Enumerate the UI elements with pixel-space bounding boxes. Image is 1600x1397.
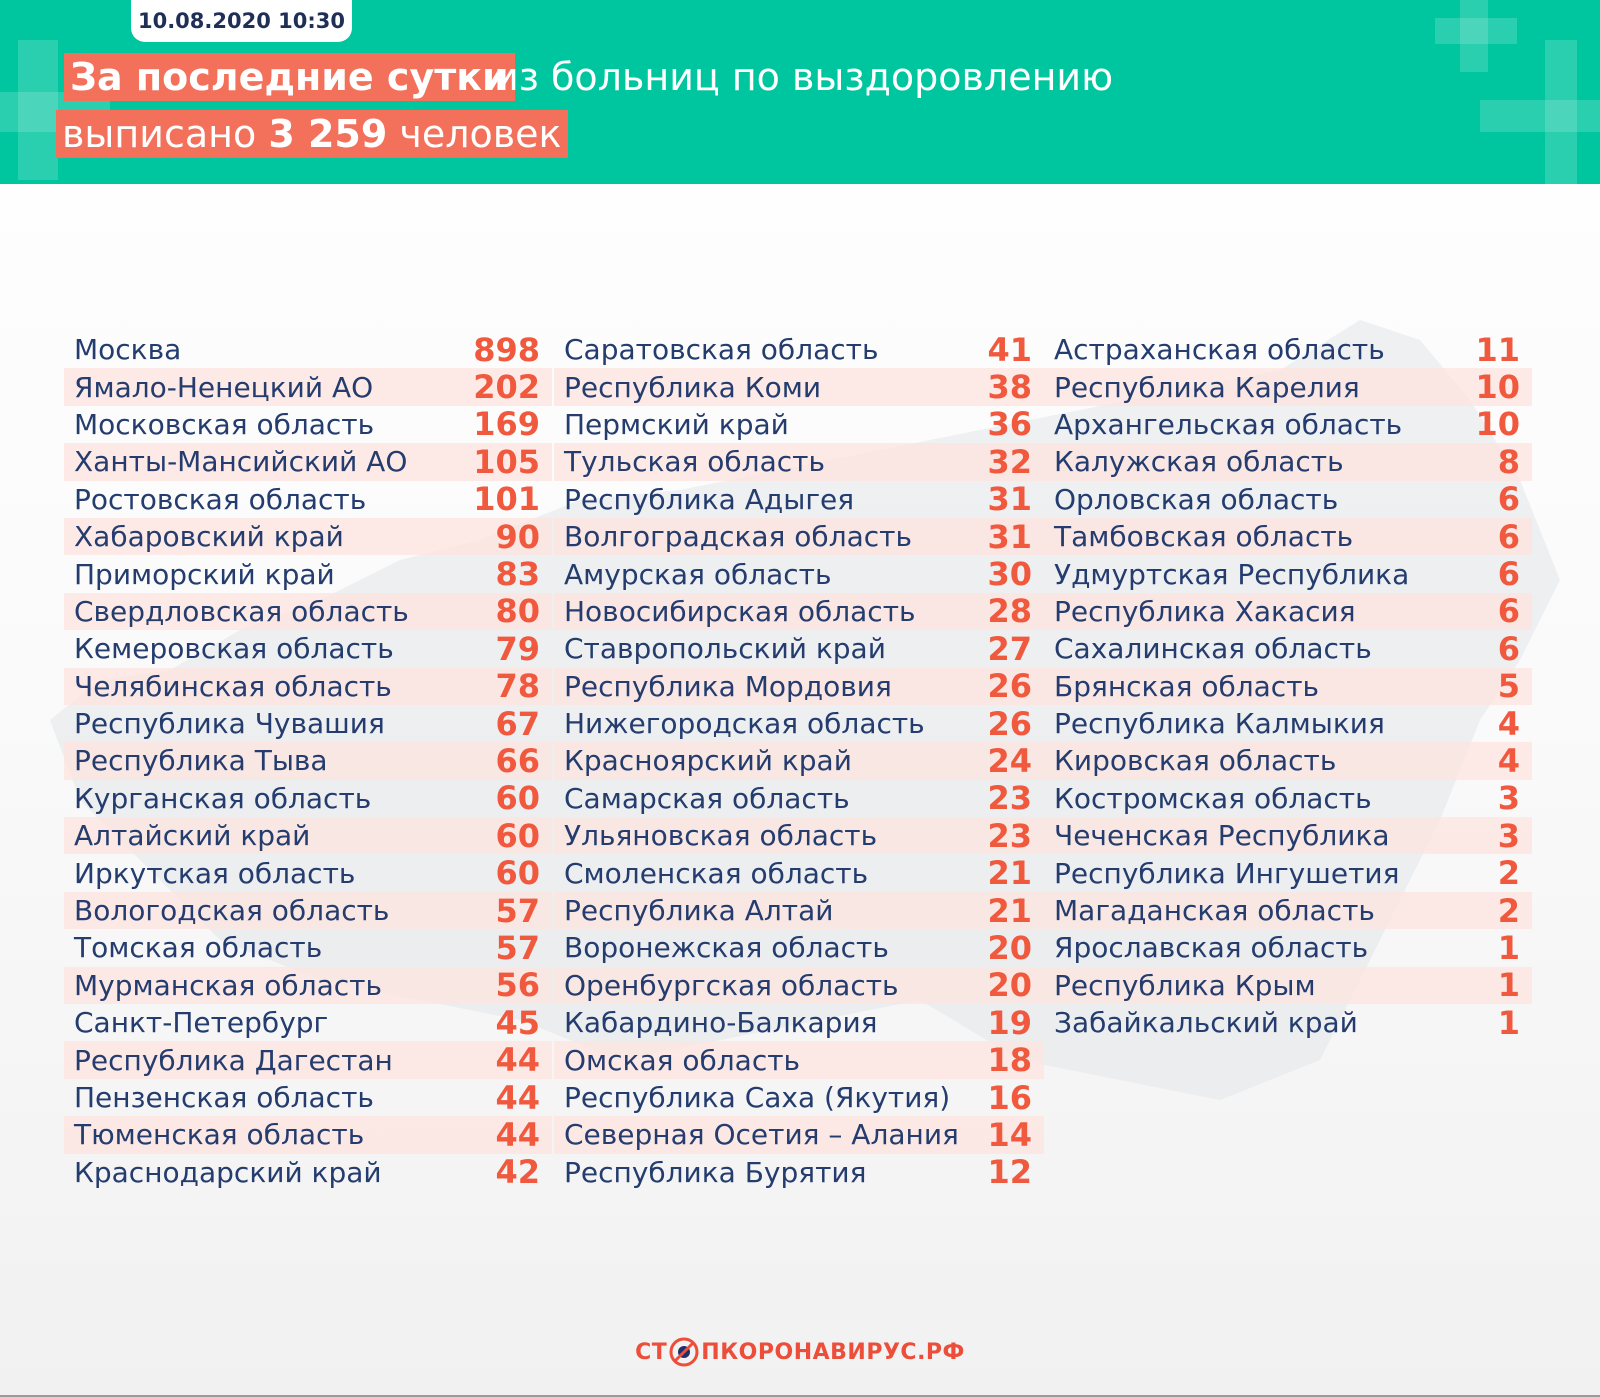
region-column-1 — [64, 331, 552, 1191]
region-row — [554, 518, 1044, 555]
region-name: Пермский край — [564, 407, 789, 441]
region-name: Чеченская Республика — [1054, 819, 1390, 853]
region-value: 18 — [987, 1041, 1032, 1080]
region-name: Сахалинская область — [1054, 632, 1372, 666]
region-value: 3 — [1497, 816, 1520, 855]
region-row — [1044, 892, 1532, 929]
region-value: 60 — [495, 816, 540, 855]
region-name: Республика Чувашия — [74, 707, 385, 741]
region-row — [64, 368, 552, 405]
region-value: 83 — [495, 555, 540, 594]
headline-highlight-text: За последние сутки — [70, 55, 509, 99]
region-value: 3 — [1497, 779, 1520, 818]
region-value: 24 — [987, 742, 1032, 780]
region-row — [1044, 555, 1532, 592]
region-value: 31 — [987, 480, 1032, 519]
region-name: Самарская область — [564, 781, 850, 815]
region-name: Республика Тыва — [74, 744, 328, 778]
region-row — [554, 705, 1044, 742]
total-prefix: выписано — [62, 112, 257, 156]
region-value: 60 — [495, 854, 540, 893]
region-value: 38 — [987, 368, 1032, 407]
region-value: 5 — [1497, 667, 1520, 706]
region-value: 27 — [987, 629, 1032, 668]
region-value: 67 — [495, 704, 540, 743]
region-name: Вологодская область — [74, 894, 390, 928]
region-value: 41 — [987, 330, 1032, 369]
region-name: Астраханская область — [1054, 333, 1385, 367]
region-row — [1044, 593, 1532, 630]
region-name: Республика Ингушетия — [1054, 856, 1400, 890]
region-name: Удмуртская Республика — [1054, 557, 1410, 591]
region-value: 1 — [1497, 928, 1520, 967]
region-value: 23 — [987, 779, 1032, 818]
region-row — [554, 593, 1044, 630]
region-name: Магаданская область — [1054, 894, 1375, 928]
region-row — [64, 1004, 552, 1041]
region-row — [554, 630, 1044, 667]
region-column-2 — [554, 331, 1044, 1191]
region-value: 44 — [495, 1115, 540, 1154]
region-row — [64, 817, 552, 854]
region-name: Ульяновская область — [564, 819, 878, 853]
region-name: Свердловская область — [74, 594, 409, 628]
region-name: Приморский край — [74, 557, 335, 591]
region-row — [1044, 668, 1532, 705]
headline-rest: из больниц по выздоровлению — [494, 55, 1114, 99]
region-value: 101 — [473, 480, 540, 519]
region-name: Саратовская область — [564, 333, 879, 367]
region-value: 2 — [1497, 854, 1520, 893]
stopcoronavirus-logo[interactable] — [0, 1337, 1600, 1367]
region-value: 56 — [495, 966, 540, 1005]
region-row — [64, 705, 552, 742]
region-value: 32 — [987, 442, 1032, 481]
region-value: 80 — [495, 592, 540, 631]
region-row — [64, 406, 552, 443]
region-value: 14 — [987, 1115, 1032, 1154]
virus-stop-icon — [669, 1337, 699, 1367]
date-label: 10.08.2020 10:30 — [131, 0, 352, 42]
region-row — [1044, 780, 1532, 817]
region-value: 28 — [987, 592, 1032, 631]
region-value: 10 — [1475, 405, 1520, 444]
total-number: 3 259 — [268, 112, 388, 156]
region-row — [64, 854, 552, 891]
region-name: Москва — [74, 333, 182, 367]
region-value: 6 — [1497, 555, 1520, 594]
region-value: 57 — [495, 891, 540, 930]
region-name: Республика Коми — [564, 370, 822, 404]
region-row — [64, 593, 552, 630]
region-name: Орловская область — [1054, 482, 1339, 516]
region-value: 79 — [495, 629, 540, 668]
region-row — [1044, 705, 1532, 742]
region-name: Тамбовская область — [1054, 520, 1354, 554]
region-value: 66 — [495, 742, 540, 780]
headline-highlight — [64, 53, 515, 101]
region-row — [1044, 929, 1532, 966]
region-value: 6 — [1497, 480, 1520, 519]
region-name: Республика Крым — [1054, 968, 1316, 1002]
region-name: Тюменская область — [74, 1118, 365, 1152]
region-value: 6 — [1497, 592, 1520, 631]
region-name: Хабаровский край — [74, 520, 344, 554]
region-value: 4 — [1497, 742, 1520, 780]
plus-decoration-icon — [1480, 100, 1600, 132]
region-row — [1044, 406, 1532, 443]
region-value: 20 — [987, 928, 1032, 967]
region-name: Челябинская область — [74, 669, 392, 703]
region-name: Калужская область — [1054, 445, 1344, 479]
region-name: Кабардино-Балкария — [564, 1006, 878, 1040]
region-row — [554, 1079, 1044, 1116]
region-row — [64, 331, 552, 368]
region-value: 898 — [473, 330, 540, 369]
headline-total — [56, 110, 568, 158]
region-name: Омская область — [564, 1043, 801, 1077]
region-value: 21 — [987, 891, 1032, 930]
region-row — [1044, 331, 1532, 368]
region-value: 26 — [987, 667, 1032, 706]
region-row — [1044, 817, 1532, 854]
region-name: Республика Алтай — [564, 894, 834, 928]
region-name: Архангельская область — [1054, 407, 1403, 441]
region-name: Мурманская область — [74, 968, 382, 1002]
region-row — [554, 1041, 1044, 1078]
plus-decoration-icon — [1435, 18, 1517, 44]
region-value: 20 — [987, 966, 1032, 1005]
region-row — [64, 481, 552, 518]
region-value: 60 — [495, 779, 540, 818]
region-value: 90 — [495, 517, 540, 556]
region-value: 1 — [1497, 966, 1520, 1005]
region-value: 44 — [495, 1041, 540, 1080]
region-row — [1044, 630, 1532, 667]
region-name: Ростовская область — [74, 482, 367, 516]
region-row — [1044, 368, 1532, 405]
region-value: 2 — [1497, 891, 1520, 930]
region-name: Оренбургская область — [564, 968, 899, 1002]
region-name: Нижегородская область — [564, 707, 925, 741]
region-name: Иркутская область — [74, 856, 356, 890]
region-name: Кировская область — [1054, 744, 1337, 778]
region-value: 23 — [987, 816, 1032, 855]
region-value: 4 — [1497, 704, 1520, 743]
region-name: Республика Калмыкия — [1054, 707, 1385, 741]
region-row — [64, 967, 552, 1004]
region-row — [1044, 967, 1532, 1004]
region-name: Ярославская область — [1054, 931, 1369, 965]
region-name: Ямало-Ненецкий АО — [74, 370, 374, 404]
region-row — [554, 555, 1044, 592]
region-row — [554, 1004, 1044, 1041]
region-row — [64, 1116, 552, 1153]
region-value: 36 — [987, 405, 1032, 444]
region-name: Тульская область — [564, 445, 825, 479]
region-row — [554, 929, 1044, 966]
region-name: Республика Бурятия — [564, 1155, 867, 1189]
region-row — [554, 1154, 1044, 1191]
region-row — [1044, 443, 1532, 480]
region-row — [554, 892, 1044, 929]
logo-text-part2: ПКОРОНАВИРУС — [701, 1339, 918, 1365]
region-name: Пензенская область — [74, 1081, 374, 1114]
region-value: 11 — [1475, 330, 1520, 369]
region-row — [554, 742, 1044, 779]
region-name: Республика Мордовия — [564, 669, 892, 703]
region-row — [554, 967, 1044, 1004]
region-row — [64, 780, 552, 817]
region-row — [64, 1079, 552, 1116]
region-value: 26 — [987, 704, 1032, 743]
region-name: Кемеровская область — [74, 632, 394, 666]
logo-text-part1: СТ — [635, 1339, 668, 1365]
region-value: 105 — [473, 442, 540, 481]
region-row — [554, 1116, 1044, 1153]
region-name: Амурская область — [564, 557, 832, 591]
region-name: Костромская область — [1054, 781, 1372, 815]
region-value: 1 — [1497, 1003, 1520, 1042]
region-value: 78 — [495, 667, 540, 706]
region-name: Новосибирская область — [564, 594, 916, 628]
region-value: 202 — [473, 368, 540, 407]
region-row — [1044, 854, 1532, 891]
region-name: Северная Осетия – Алания — [564, 1118, 959, 1152]
region-value: 21 — [987, 854, 1032, 893]
region-value: 30 — [987, 555, 1032, 594]
region-value: 57 — [495, 928, 540, 967]
region-row — [1044, 481, 1532, 518]
total-suffix: человек — [399, 112, 562, 156]
region-value: 44 — [495, 1078, 540, 1117]
region-row — [554, 406, 1044, 443]
region-name: Московская область — [74, 407, 375, 441]
region-name: Ставропольский край — [564, 632, 886, 666]
region-row — [64, 929, 552, 966]
region-row — [554, 481, 1044, 518]
region-name: Брянская область — [1054, 669, 1320, 703]
region-row — [554, 443, 1044, 480]
region-name: Красноярский край — [564, 744, 852, 778]
region-row — [64, 630, 552, 667]
region-name: Томская область — [74, 931, 323, 965]
region-value: 169 — [473, 405, 540, 444]
region-name: Санкт-Петербург — [74, 1006, 329, 1040]
region-row — [64, 742, 552, 779]
region-value: 6 — [1497, 517, 1520, 556]
region-row — [64, 668, 552, 705]
region-row — [1044, 742, 1532, 779]
region-value: 12 — [987, 1153, 1032, 1192]
region-name: Республика Саха (Якутия) — [564, 1081, 951, 1114]
region-name: Воронежская область — [564, 931, 889, 965]
region-row — [554, 817, 1044, 854]
header-banner — [0, 0, 1600, 184]
region-column-3 — [1044, 331, 1532, 1041]
region-name: Забайкальский край — [1054, 1006, 1358, 1040]
region-row — [554, 780, 1044, 817]
region-value: 45 — [495, 1003, 540, 1042]
region-row — [64, 555, 552, 592]
region-name: Курганская область — [74, 781, 372, 815]
region-name: Ханты-Мансийский АО — [74, 445, 408, 479]
region-name: Республика Адыгея — [564, 482, 855, 516]
region-value: 6 — [1497, 629, 1520, 668]
region-value: 31 — [987, 517, 1032, 556]
region-row — [64, 1041, 552, 1078]
region-row — [1044, 1004, 1532, 1041]
region-name: Алтайский край — [74, 819, 311, 853]
region-name: Республика Хакасия — [1054, 594, 1356, 628]
region-name: Волгоградская область — [564, 520, 912, 554]
logo-text-part3: .РФ — [917, 1339, 965, 1365]
region-value: 42 — [495, 1153, 540, 1192]
region-row — [554, 668, 1044, 705]
region-row — [1044, 518, 1532, 555]
region-row — [64, 892, 552, 929]
region-name: Республика Карелия — [1054, 370, 1360, 404]
region-name: Республика Дагестан — [74, 1043, 393, 1077]
region-value: 10 — [1475, 368, 1520, 407]
region-row — [554, 854, 1044, 891]
region-value: 8 — [1497, 442, 1520, 481]
region-value: 19 — [987, 1003, 1032, 1042]
region-name: Краснодарский край — [74, 1155, 382, 1189]
region-value: 16 — [987, 1078, 1032, 1117]
region-row — [64, 443, 552, 480]
region-row — [554, 331, 1044, 368]
region-row — [64, 518, 552, 555]
region-name: Смоленская область — [564, 856, 869, 890]
region-row — [64, 1154, 552, 1191]
region-row — [554, 368, 1044, 405]
